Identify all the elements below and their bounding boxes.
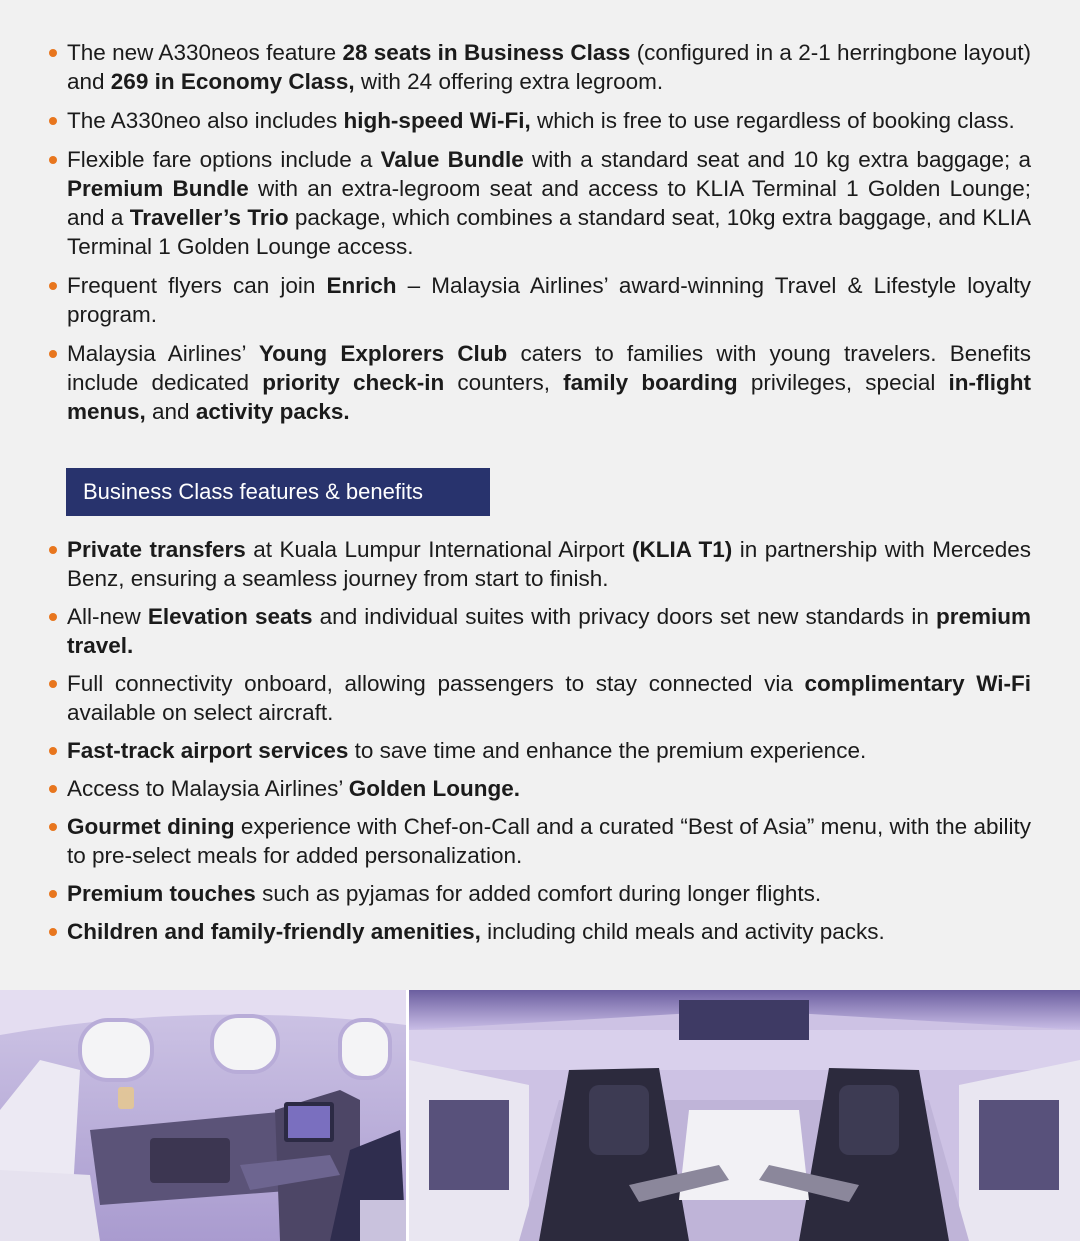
business-suite-photo	[0, 990, 406, 1241]
bold-text: Enrich	[326, 273, 397, 298]
list-item	[47, 736, 1031, 765]
bold-text: Traveller’s Trio	[129, 205, 289, 230]
text: in partnership with Mercedes Benz, ensuring a seamless journey from start to finish.	[67, 537, 1031, 591]
business-class-benefits-list	[47, 535, 1031, 955]
text: Malaysia Airlines’	[67, 341, 259, 366]
bold-text: priority check-in	[262, 370, 445, 395]
text: counters,	[444, 370, 564, 395]
text: caters to families with young travelers. Benefits include dedicated	[67, 341, 1032, 395]
bold-text: Children and family-friendly amenities,	[67, 919, 481, 944]
text: which is free to use regardless of booking class.	[530, 108, 1015, 133]
text: The A330neo also includes	[67, 108, 344, 133]
bold-text: premium travel.	[67, 604, 1031, 658]
bold-text: complimentary Wi-Fi	[804, 671, 1032, 696]
text: with an extra-legroom seat and access to KLIA Terminal 1 Golden Lounge; and a	[67, 176, 1031, 230]
list-item	[47, 879, 1031, 908]
bold-text: Golden Lounge.	[348, 776, 521, 801]
bold-text: family boarding	[563, 370, 738, 395]
bold-text: Premium touches	[67, 881, 256, 906]
bold-text: 28 seats in Business Class	[342, 40, 631, 65]
text: All-new	[67, 604, 148, 629]
bold-text: Premium Bundle	[67, 176, 249, 201]
text: Full connectivity onboard, allowing passengers to stay connected via	[67, 671, 805, 696]
bold-text: in-flight menus,	[67, 370, 1031, 424]
bold-text: Private transfers	[67, 537, 246, 562]
photo-strip	[0, 990, 1080, 1241]
text: at Kuala Lumpur International Airport	[245, 537, 632, 562]
bold-text: Fast-track airport services	[67, 738, 349, 763]
bold-text: activity packs.	[195, 399, 350, 424]
text: The new A330neos feature	[67, 40, 343, 65]
text: Frequent flyers can join	[67, 273, 327, 298]
text: to save time and enhance the premium experience.	[348, 738, 867, 763]
text: available on select aircraft.	[67, 700, 334, 725]
business-cabin-photo	[409, 990, 1080, 1241]
text: – Malaysia Airlines’ award-winning Travel & Lifestyle loyalty program.	[67, 273, 1031, 327]
features-list	[47, 38, 1031, 426]
text: Access to Malaysia Airlines’	[67, 776, 349, 801]
text: and	[145, 399, 196, 424]
text: with a standard seat and 10 kg extra baggage; a	[523, 147, 1031, 172]
bold-text: 269 in Economy Class,	[110, 69, 355, 94]
bold-text: Elevation seats	[147, 604, 313, 629]
list-item	[47, 145, 1031, 261]
text: such as pyjamas for added comfort during longer flights.	[255, 881, 822, 906]
text: including child meals and activity packs.	[480, 919, 885, 944]
bold-text: (KLIA T1)	[631, 537, 733, 562]
bold-text: Value Bundle	[380, 147, 524, 172]
bold-text: Gourmet dining	[67, 814, 235, 839]
list-item	[47, 774, 1031, 803]
text: Flexible fare options include a	[67, 147, 381, 172]
bold-text: high-speed Wi-Fi,	[343, 108, 531, 133]
list-item	[47, 535, 1031, 593]
text: with 24 offering extra legroom.	[354, 69, 664, 94]
list-item	[47, 602, 1031, 660]
list-item	[47, 339, 1031, 426]
text: privileges, special	[737, 370, 949, 395]
section-banner: Business Class features & benefits	[66, 468, 490, 516]
list-item	[47, 917, 1031, 946]
list-item	[47, 106, 1031, 135]
text: package, which combines a standard seat, 10kg extra baggage, and KLIA Terminal 1 Golden Lounge access.	[67, 205, 1031, 259]
text: (configured in a 2-1 herringbone layout) and	[67, 40, 1031, 94]
list-item	[47, 669, 1031, 727]
list-item	[47, 812, 1031, 870]
text: experience with Chef-on-Call and a curated “Best of Asia” menu, with the ability to pre-select meals for added personalization.	[67, 814, 1031, 868]
list-item	[47, 271, 1031, 329]
bold-text: Young Explorers Club	[258, 341, 508, 366]
text: and individual suites with privacy doors set new standards in	[312, 604, 936, 629]
list-item	[47, 38, 1031, 96]
